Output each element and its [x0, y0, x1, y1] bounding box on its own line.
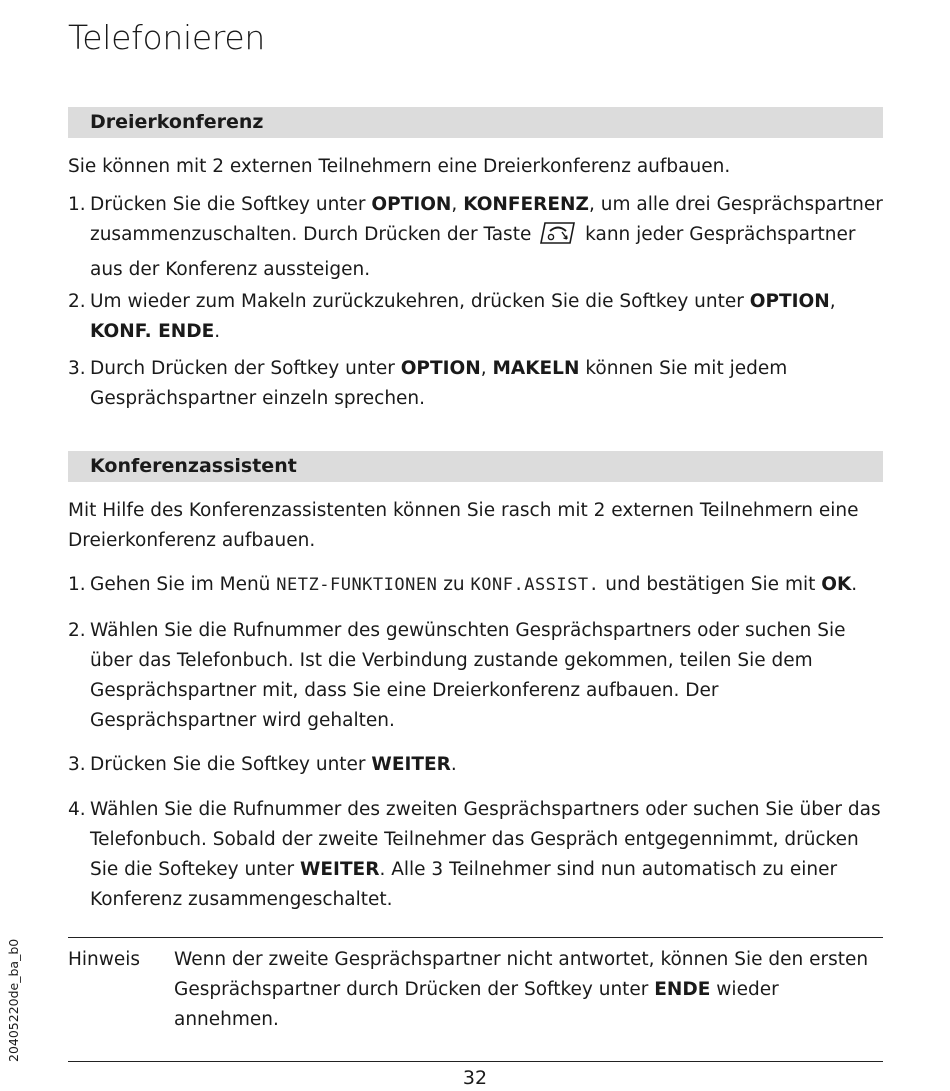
- section2-step-4: [68, 795, 883, 915]
- note-text: Wenn der zweite Gesprächspartner nicht antwortet, können Sie den ersten Gesprächspartner durch Drücken der Softkey unter ENDE wieder annehmen.: [174, 949, 869, 1030]
- section-heading-konferenzassistent: Konferenzassistent: [68, 451, 883, 482]
- section1-step-2: [68, 287, 883, 347]
- softkey-label: KONF. ENDE: [90, 321, 215, 342]
- step-text: Drücken Sie die Softkey unter WEITER.: [90, 754, 457, 775]
- section2-step-2: [68, 616, 883, 736]
- section2-step-1: [68, 570, 883, 600]
- step-number: 1.: [68, 194, 86, 215]
- step-text: Wählen Sie die Rufnummer des gewünschten Gesprächspartners oder suchen Sie über das Telefonbuch. Ist die Verbindung zustande gekommen, teilen Sie dem Gesprächspartner mit, dass Sie eine Dreierkonferenz aufbauen. Der Gesprächspartner wird gehalten.: [90, 620, 846, 731]
- document-code: 20405220de_ba_b0: [6, 938, 21, 1062]
- softkey-label: OK: [821, 574, 852, 595]
- section1-intro: Sie können mit 2 externen Teilnehmern eine Dreierkonferenz aufbauen.: [68, 156, 731, 177]
- page-title: Telefonieren: [68, 18, 265, 57]
- step-number: 3.: [68, 358, 86, 379]
- step-number: 2.: [68, 291, 86, 312]
- step-text: Durch Drücken der Softkey unter OPTION, MAKELN können Sie mit jedem Gesprächspartner einzeln sprechen.: [90, 358, 788, 409]
- section1-step-1: [68, 190, 883, 285]
- softkey-label: OPTION: [400, 358, 481, 379]
- phone-hook-key-icon: [539, 221, 577, 255]
- section2-step-3: [68, 750, 883, 780]
- step-text: Gehen Sie im Menü NETZ-FUNKTIONEN zu KONF.ASSIST. und bestätigen Sie mit OK.: [90, 574, 858, 595]
- display-text: KONF.ASSIST.: [470, 575, 600, 595]
- step-number: 1.: [68, 574, 86, 595]
- softkey-label: MAKELN: [492, 358, 580, 379]
- softkey-label: ENDE: [654, 979, 711, 1000]
- section1-step-3: [68, 354, 883, 414]
- step-text: Um wieder zum Makeln zurückzukehren, drücken Sie die Softkey unter OPTION, KONF. ENDE.: [90, 291, 836, 342]
- step-number: 2.: [68, 620, 86, 641]
- softkey-label: WEITER: [371, 754, 451, 775]
- softkey-label: OPTION: [371, 194, 452, 215]
- softkey-label: OPTION: [749, 291, 830, 312]
- step-number: 4.: [68, 799, 86, 820]
- section-heading-dreierkonferenz: Dreierkonferenz: [68, 107, 883, 138]
- display-text: NETZ-FUNKTIONEN: [276, 575, 438, 595]
- step-number: 3.: [68, 754, 86, 775]
- softkey-label: WEITER: [300, 859, 380, 880]
- page-number: 32: [462, 1067, 488, 1089]
- note-divider: [68, 937, 883, 938]
- step-text: Drücken Sie die Softkey unter OPTION, KONFERENZ, um alle drei Gesprächspartner zusammenzuschalten. Durch Drücken der Taste kann jeder Gesprächspartner aus der Konferenz aussteigen.: [90, 194, 883, 280]
- note-label: Hinweis: [68, 949, 141, 970]
- softkey-label: KONFERENZ: [463, 194, 589, 215]
- step-text: Wählen Sie die Rufnummer des zweiten Gesprächspartners oder suchen Sie über das Telefonbuch. Sobald der zweite Teilnehmer das Gespräch entgegennimmt, drücken Sie die Softekey unter WEITER. Alle 3 Teilnehmer sind nun automatisch zu einer Konferenz zusammengeschaltet.: [90, 799, 881, 910]
- footer-divider: [68, 1061, 883, 1062]
- section2-intro: Mit Hilfe des Konferenzassistenten können Sie rasch mit 2 externen Teilnehmern eine Dreierkonferenz aufbauen.: [68, 500, 859, 551]
